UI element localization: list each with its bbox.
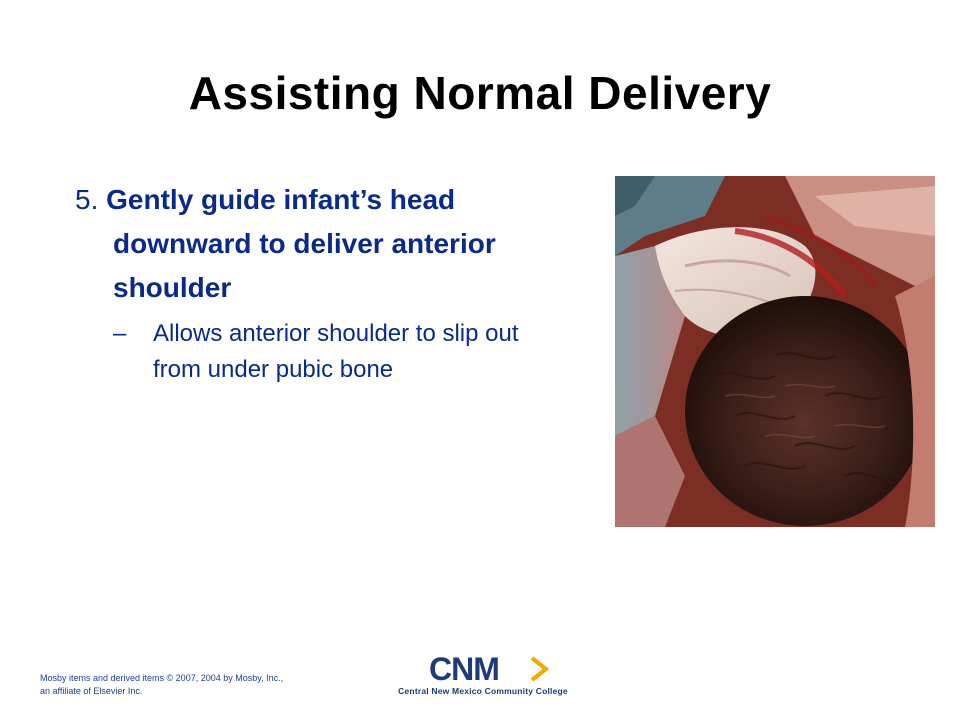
slide-title: Assisting Normal Delivery xyxy=(188,67,772,119)
bullet-point-main xyxy=(75,178,545,310)
sub-bullet-text: Allows anterior shoulder to slip out from under pubic bone xyxy=(153,320,519,383)
cnm-logo-letters: CNM xyxy=(429,651,499,687)
sub-bullet-dash: – xyxy=(113,320,127,347)
chevron-right-icon xyxy=(529,656,549,682)
bullet-text: Gently guide infant’s head downward to deliver anterior shoulder xyxy=(106,184,496,303)
bullet-list xyxy=(75,178,545,388)
copyright-line-2: an affiliate of Elsevier Inc. xyxy=(40,686,143,696)
copyright-notice xyxy=(40,672,360,698)
delivery-photo xyxy=(615,176,935,527)
cnm-logo xyxy=(393,652,573,700)
delivery-photo-image xyxy=(615,176,935,527)
bullet-point-sub xyxy=(113,316,545,388)
bullet-number: 5. xyxy=(75,184,99,215)
cnm-logo-tagline: Central New Mexico Community College xyxy=(398,686,568,696)
copyright-line-1: Mosby items and derived items © 2007, 2004 by Mosby, Inc., xyxy=(40,673,284,683)
cnm-logo-mark xyxy=(429,651,549,687)
